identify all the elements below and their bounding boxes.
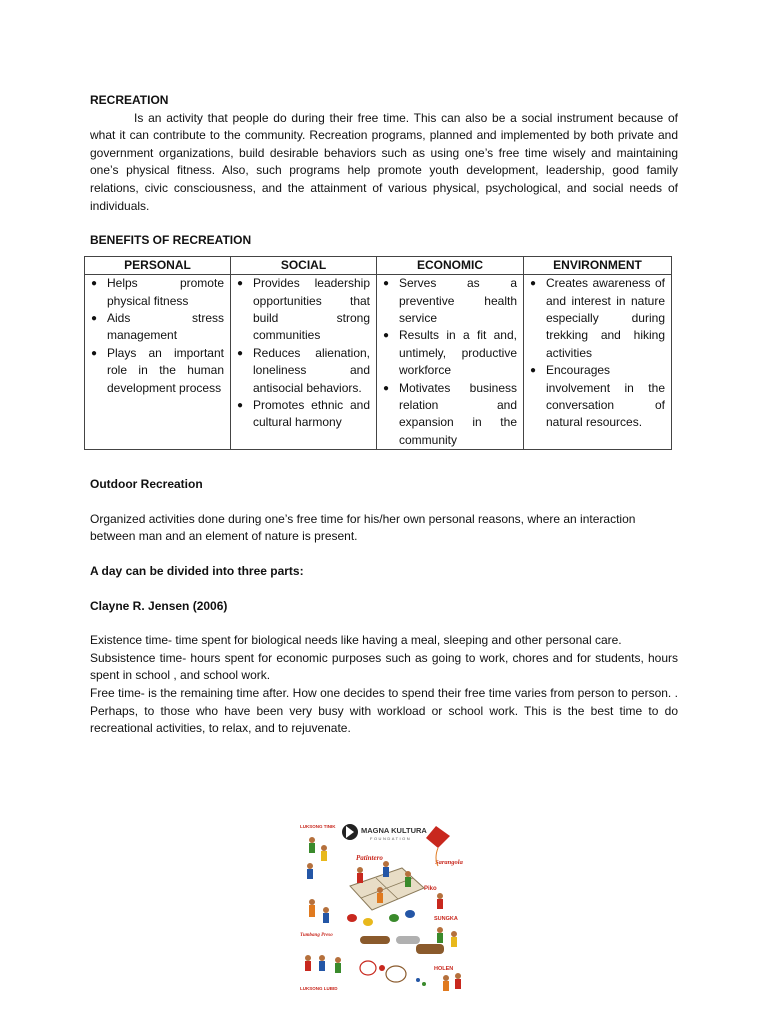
existence-time: Existence time- time spent for biological needs like having a meal, sleeping and other personal care. bbox=[90, 633, 622, 648]
game-objects-icon bbox=[347, 910, 444, 986]
list-item: ● Serves as a preventive health service bbox=[383, 276, 517, 325]
document-page bbox=[90, 92, 678, 738]
economic-list bbox=[379, 275, 517, 449]
benefits-heading: BENEFITS OF RECREATION bbox=[90, 233, 252, 248]
list-item: ● Motivates business relation and expansion in the community bbox=[383, 380, 517, 447]
day-heading: A day can be divided into three parts: bbox=[90, 564, 304, 578]
author-citation: Clayne R. Jensen (2006) bbox=[90, 598, 228, 613]
label-sarangola: Sarangola bbox=[435, 859, 463, 866]
label-luksong-lubid: LUKSONG LUBID bbox=[300, 986, 338, 991]
recreation-paragraph-text: Is an activity that people do during their free time. This can also be a social instrument because of what it can contribute to the community. Recreation programs, planned and implemented by both private and government organizations, build desirable behaviors such as using one’s free time wisely and maintaining one’s physical fitness. Also, such programs help promote youth development, leadership, good family relations, civic consciousness, and the attainment of various physical, psychological, and social needs of individuals. bbox=[90, 110, 678, 213]
list-item: ● Encourages involvement in the conversation of natural resources. bbox=[530, 363, 665, 430]
label-patintero: Patintero bbox=[356, 854, 383, 862]
bullet-icon: ● bbox=[383, 330, 390, 342]
benefits-table bbox=[84, 256, 672, 450]
magna-kultura-poster bbox=[298, 818, 474, 1004]
column-header-economic: ECONOMIC bbox=[377, 256, 524, 274]
bullet-icon: ● bbox=[530, 365, 537, 377]
bullet-icon: ● bbox=[237, 278, 244, 290]
label-sungka: SUNGKA bbox=[434, 916, 458, 922]
social-list bbox=[233, 275, 370, 432]
logo-org-name: MAGNA KULTURA bbox=[361, 826, 427, 835]
list-item: ● Creates awareness of and interest in nature especially during trekking and hiking activities bbox=[530, 276, 665, 360]
label-luksong-tinik: LUKSONG TINIK bbox=[300, 824, 336, 829]
list-item: ● Provides leadership opportunities that build strong communities bbox=[237, 276, 370, 343]
personal-list bbox=[87, 275, 224, 397]
column-header-personal: PERSONAL bbox=[85, 256, 231, 274]
bullet-icon: ● bbox=[237, 347, 244, 359]
environment-list bbox=[526, 275, 665, 432]
label-holen: HOLEN bbox=[434, 966, 454, 972]
foundation-logo bbox=[342, 824, 427, 841]
social-cell bbox=[231, 275, 377, 450]
list-item: ● Plays an important role in the human development process bbox=[91, 345, 224, 395]
outdoor-heading: Outdoor Recreation bbox=[90, 477, 203, 492]
list-item: ● Aids stress management bbox=[91, 310, 224, 343]
label-tumbang-preso: Tumbang Preso bbox=[300, 933, 333, 938]
column-header-environment: ENVIRONMENT bbox=[524, 256, 672, 274]
bullet-icon: ● bbox=[530, 278, 537, 290]
bullet-icon: ● bbox=[237, 400, 244, 411]
subsistence-time: Subsistence time- hours spent for economic purposes such as going to work, chores and for students, hours spent in school , and school work. bbox=[90, 650, 678, 683]
logo-org-sub: FOUNDATION bbox=[370, 836, 412, 841]
bullet-icon: ● bbox=[91, 312, 98, 324]
personal-cell bbox=[85, 275, 231, 450]
bullet-icon: ● bbox=[383, 382, 390, 394]
economic-cell bbox=[377, 275, 524, 450]
poster-illustration bbox=[298, 818, 474, 1004]
kite-icon bbox=[426, 826, 450, 848]
bullet-icon: ● bbox=[91, 347, 98, 359]
column-header-social: SOCIAL bbox=[231, 256, 377, 274]
list-item: ● Reduces alienation, loneliness and antisocial behaviors. bbox=[237, 345, 370, 395]
list-item: ● Promotes ethnic and cultural harmony bbox=[237, 398, 370, 430]
recreation-paragraph bbox=[90, 110, 678, 216]
outdoor-definition: Organized activities done during one’s free time for his/her own personal reasons, where an interaction between man and an element of nature is present. bbox=[90, 511, 636, 544]
list-item: ● Helps promote physical fitness bbox=[91, 276, 224, 308]
bullet-icon: ● bbox=[383, 278, 390, 290]
environment-cell bbox=[524, 275, 672, 450]
recreation-title: RECREATION bbox=[90, 93, 169, 107]
label-piko: Piko bbox=[424, 886, 437, 892]
free-time: Free time- is the remaining time after. How one decides to spend their free time varies from person to person. . Perhaps, to those who have been very busy with workload or school work. This is the best time to do recreational activities, to relax, and to rejuvenate. bbox=[90, 685, 678, 736]
bullet-icon: ● bbox=[91, 278, 98, 290]
list-item: ● Results in a fit and, untimely, productive workforce bbox=[383, 328, 517, 378]
